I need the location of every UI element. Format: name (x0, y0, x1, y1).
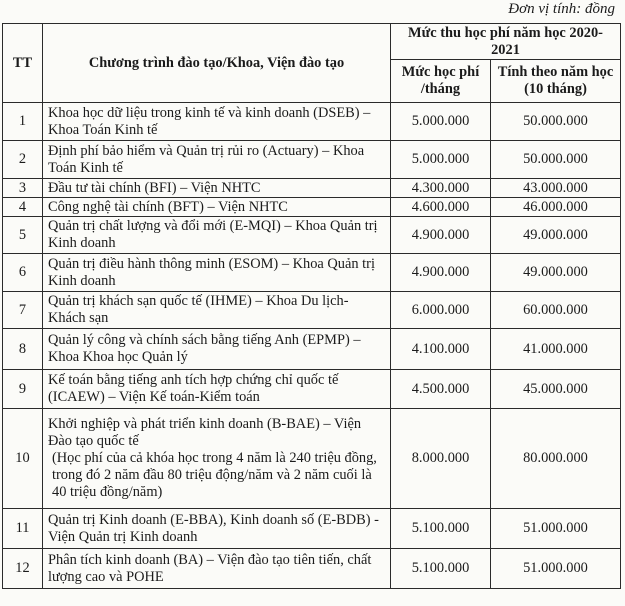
row-program-cell (43, 103, 391, 141)
table-row (3, 509, 621, 549)
table-row (3, 103, 621, 141)
row-monthly-fee: 5.000.000 (391, 141, 491, 179)
row-yearly-fee: 49.000.000 (491, 217, 621, 254)
header-tt: TT (3, 24, 43, 103)
row-tt: 2 (3, 141, 43, 179)
table-row (3, 254, 621, 292)
row-program: Quản trị Kinh doanh (E-BBA), Kinh doanh số (E-BDB) - Viện Quản trị Kinh doanh (48, 511, 379, 545)
row-tt: 11 (3, 509, 43, 549)
row-monthly-fee: 5.000.000 (391, 103, 491, 141)
row-program: Quản trị điều hành thông minh (ESOM) – Khoa Quản trị Kinh doanh (48, 255, 375, 289)
row-tt: 9 (3, 370, 43, 409)
row-yearly-fee: 60.000.000 (491, 292, 621, 329)
row-tt: 3 (3, 179, 43, 198)
row-program-cell (43, 509, 391, 549)
table-row (3, 409, 621, 509)
row-yearly-fee: 51.000.000 (491, 509, 621, 549)
row-program: Quản lý công và chính sách bằng tiếng Anh (EPMP) – Khoa Khoa học Quản lý (48, 332, 361, 365)
row-yearly-fee: 49.000.000 (491, 254, 621, 292)
row-program: Đầu tư tài chính (BFI) – Viện NHTC (48, 179, 261, 196)
row-program-note: (Học phí của cả khóa học trong 4 năm là 240 triệu đồng, trong đó 2 năm đầu 80 triệu động/năm và 2 năm cuối là 40 triệu đồng/năm) (52, 450, 377, 500)
unit-note: Đơn vị tính: đồng (508, 1, 615, 17)
row-program: Quản trị chất lượng và đổi mới (E-MQI) – Khoa Quản trị Kinh doanh (48, 218, 378, 251)
row-monthly-fee: 6.000.000 (391, 292, 491, 329)
row-yearly-fee: 50.000.000 (491, 103, 621, 141)
table-row (3, 141, 621, 179)
row-yearly-fee: 51.000.000 (491, 549, 621, 589)
row-monthly-fee: 4.900.000 (391, 217, 491, 254)
table-row (3, 179, 621, 198)
row-program-cell (43, 370, 391, 409)
row-program: Khởi nghiệp và phát triển kinh doanh (B-BAE) – Viện Đào tạo quốc tế (48, 416, 362, 449)
header-program: Chương trình đào tạo/Khoa, Viện đào tạo (43, 24, 391, 103)
row-tt: 1 (3, 103, 43, 141)
row-tt: 8 (3, 329, 43, 370)
table-body (3, 103, 621, 589)
row-monthly-fee: 4.300.000 (391, 179, 491, 198)
table-row (3, 217, 621, 254)
header-monthly: Mức học phí /tháng (391, 60, 491, 103)
row-tt: 4 (3, 198, 43, 217)
table-row (3, 549, 621, 589)
row-monthly-fee: 4.900.000 (391, 254, 491, 292)
row-yearly-fee: 43.000.000 (491, 179, 621, 198)
row-tt: 5 (3, 217, 43, 254)
table-row (3, 198, 621, 217)
row-yearly-fee: 46.000.000 (491, 198, 621, 217)
row-program: Kế toán bằng tiếng anh tích hợp chứng chỉ quốc tế (ICAEW) – Viện Kế toán-Kiểm toán (48, 372, 339, 405)
row-program-cell (43, 409, 391, 509)
row-tt: 12 (3, 549, 43, 589)
table-row (3, 329, 621, 370)
row-program-cell (43, 254, 391, 292)
row-program-cell (43, 549, 391, 589)
row-monthly-fee: 4.100.000 (391, 329, 491, 370)
row-yearly-fee: 80.000.000 (491, 409, 621, 509)
row-tt: 6 (3, 254, 43, 292)
row-yearly-fee: 45.000.000 (491, 370, 621, 409)
row-program: Phân tích kinh doanh (BA) – Viện đào tạo tiên tiến, chất lượng cao và POHE (48, 551, 372, 585)
row-program-cell (43, 141, 391, 179)
row-program-cell (43, 179, 391, 198)
row-program: Định phí bảo hiểm và Quản trị rủi ro (Actuary) – Khoa Toán Kinh tế (48, 142, 365, 176)
table-row (3, 370, 621, 409)
row-monthly-fee: 4.500.000 (391, 370, 491, 409)
row-program-cell (43, 198, 391, 217)
row-yearly-fee: 41.000.000 (491, 329, 621, 370)
tuition-table (2, 23, 621, 589)
row-program-cell (43, 217, 391, 254)
row-program: Quản trị khách sạn quốc tế (IHME) – Khoa Du lịch-Khách sạn (48, 293, 349, 326)
header-yearly: Tính theo năm học (10 tháng) (491, 60, 621, 103)
row-program-cell (43, 292, 391, 329)
header-fee-group: Mức thu học phí năm học 2020-2021 (391, 24, 621, 60)
row-tt: 7 (3, 292, 43, 329)
row-program: Công nghệ tài chính (BFT) – Viện NHTC (48, 198, 288, 215)
table-row (3, 292, 621, 329)
row-program-cell (43, 329, 391, 370)
row-yearly-fee: 50.000.000 (491, 141, 621, 179)
row-monthly-fee: 8.000.000 (391, 409, 491, 509)
row-program: Khoa học dữ liệu trong kinh tế và kinh doanh (DSEB) – Khoa Toán Kinh tế (48, 104, 371, 138)
row-monthly-fee: 4.600.000 (391, 198, 491, 217)
row-tt: 10 (3, 409, 43, 509)
row-monthly-fee: 5.100.000 (391, 509, 491, 549)
row-monthly-fee: 5.100.000 (391, 549, 491, 589)
